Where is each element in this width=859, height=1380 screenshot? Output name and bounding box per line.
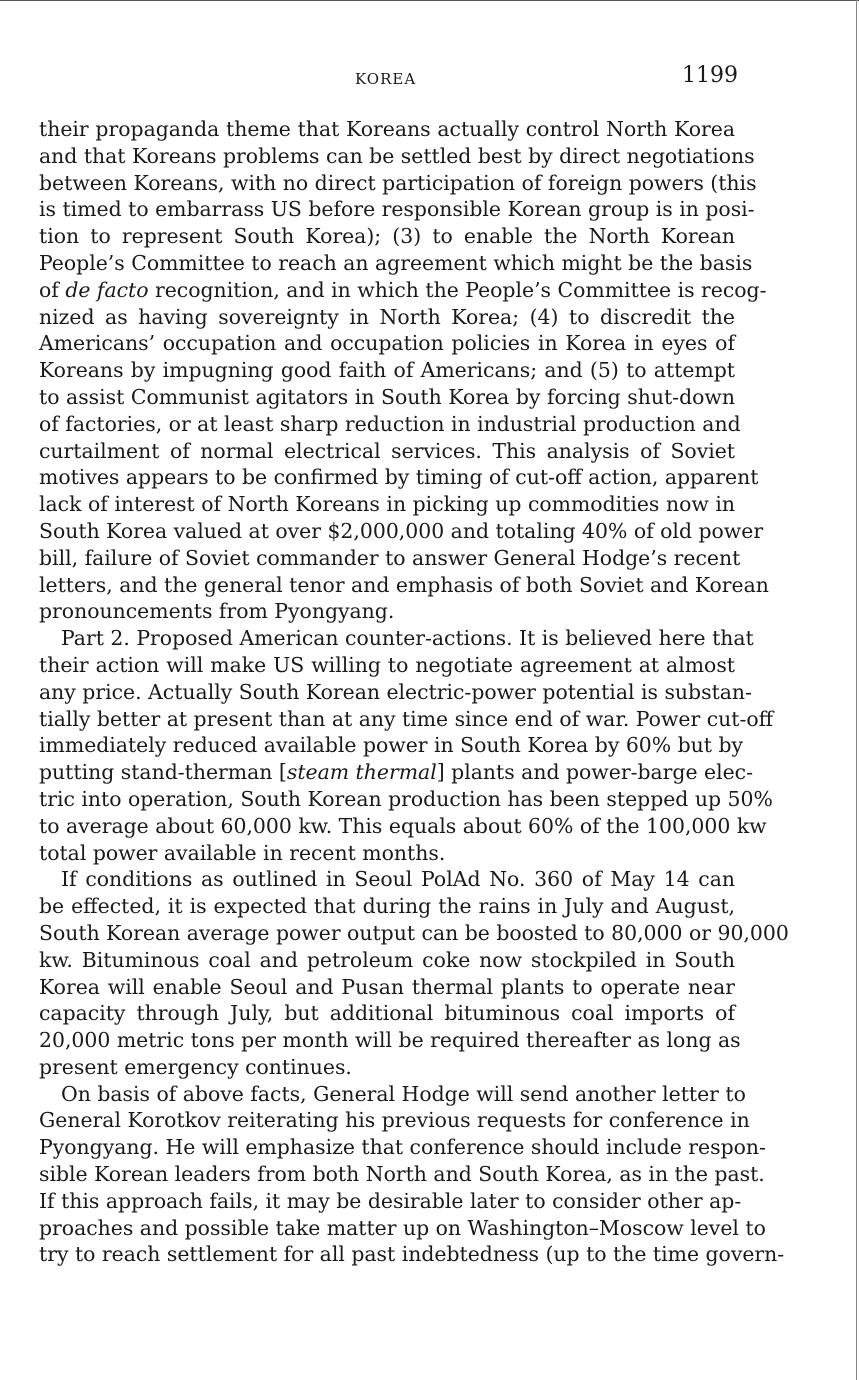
body-text <box>39 116 789 1268</box>
text-line: try to reach settlement for all past indebtedness (up to the time govern- <box>39 1242 785 1267</box>
text-line: to assist Communist agitators in South Korea by forcing shut-down <box>39 384 735 409</box>
text-line: proaches and possible take matter up on Washington–Moscow level to <box>39 1215 766 1240</box>
text-line: their propaganda theme that Koreans actually control North Korea <box>39 117 735 141</box>
text-line: their action will make US willing to negotiate agreement at almost <box>39 652 735 677</box>
text-line: tric into operation, South Korean production has been stepped up 50% <box>39 786 773 811</box>
italic-phrase: steam thermal <box>286 760 437 785</box>
paragraph <box>39 625 774 866</box>
text-line: to average about 60,000 kw. This equals about 60% of the 100,000 kw <box>39 813 767 838</box>
paragraph <box>39 116 769 625</box>
text-line: capacity through July, but additional bituminous coal imports of <box>39 1001 735 1026</box>
text-line: total power available in recent months. <box>39 840 446 865</box>
text-line: letters, and the general tenor and emphasis of both Soviet and Korean <box>39 572 769 597</box>
text-line: pronouncements from Pyongyang. <box>39 599 395 624</box>
text-line: General Korotkov reiterating his previous requests for conference in <box>39 1108 750 1133</box>
text-line: lack of interest of North Koreans in picking up commodities now in <box>39 492 735 517</box>
text-line: immediately reduced available power in South Korea by 60% but by <box>39 733 744 758</box>
running-title: KOREA <box>355 70 417 88</box>
text-line: and that Koreans problems can be settled best by direct negotiations <box>39 143 755 168</box>
italic-phrase: de facto <box>65 277 149 302</box>
paragraph <box>39 866 789 1080</box>
text-line: If this approach fails, it may be desirable later to consider other ap- <box>39 1188 742 1213</box>
text-line: bill, failure of Soviet commander to answer General Hodge’s recent <box>39 545 741 570</box>
paragraph <box>39 1081 785 1269</box>
text-line: On basis of above facts, General Hodge will send another letter to <box>61 1081 746 1106</box>
text-line: People’s Committee to reach an agreement which might be the basis <box>39 250 753 275</box>
text-line: of de facto recognition, and in which the People’s Committee is recog- <box>39 277 767 302</box>
text-line: is timed to embarrass US before responsible Korean group is in posi- <box>39 197 755 222</box>
text-line: present emergency continues. <box>39 1054 352 1079</box>
text-line: sible Korean leaders from both North and South Korea, as in the past. <box>39 1162 765 1187</box>
text-line: curtailment of normal electrical services. This analysis of Soviet <box>39 438 735 463</box>
text-line: South Korea valued at over $2,000,000 and totaling 40% of old power <box>39 518 764 543</box>
text-line: Pyongyang. He will emphasize that conference should include respon- <box>39 1135 766 1160</box>
text-line: putting stand-therman [steam thermal] plants and power-barge elec- <box>39 760 753 785</box>
text-line: tion to represent South Korea); (3) to enable the North Korean <box>39 224 735 249</box>
text-line: motives appears to be confirmed by timing of cut-off action, apparent <box>39 465 759 490</box>
text-line: If conditions as outlined in Seoul PolAd No. 360 of May 14 can <box>61 867 735 892</box>
text-line: Korea will enable Seoul and Pusan thermal plants to operate near <box>39 974 735 999</box>
page-number: 1199 <box>682 63 738 88</box>
text-line: Koreans by impugning good faith of Americans; and (5) to attempt <box>39 358 735 383</box>
text-line: tially better at present than at any time since end of war. Power cut-off <box>39 706 774 731</box>
text-line: kw. Bituminous coal and petroleum coke now stockpiled in South <box>39 947 735 972</box>
text-line: nized as having sovereignty in North Korea; (4) to discredit the <box>39 304 735 329</box>
page-top-edge <box>0 0 859 1</box>
text-line: of factories, or at least sharp reduction in industrial production and <box>39 411 741 436</box>
text-line: between Koreans, with no direct participation of foreign powers (this <box>39 170 757 195</box>
text-line: be effected, it is expected that during the rains in July and August, <box>39 894 735 919</box>
text-line: 20,000 metric tons per month will be required thereafter as long as <box>39 1028 741 1053</box>
text-line: Americans’ occupation and occupation policies in Korea in eyes of <box>39 331 735 356</box>
text-line: any price. Actually South Korean electric-power potential is substan- <box>39 679 752 704</box>
text-line: South Korean average power output can be boosted to 80,000 or 90,000 <box>39 920 789 945</box>
text-line: Part 2. Proposed American counter-actions. It is believed here that <box>61 626 754 651</box>
page-right-edge <box>856 0 857 1380</box>
